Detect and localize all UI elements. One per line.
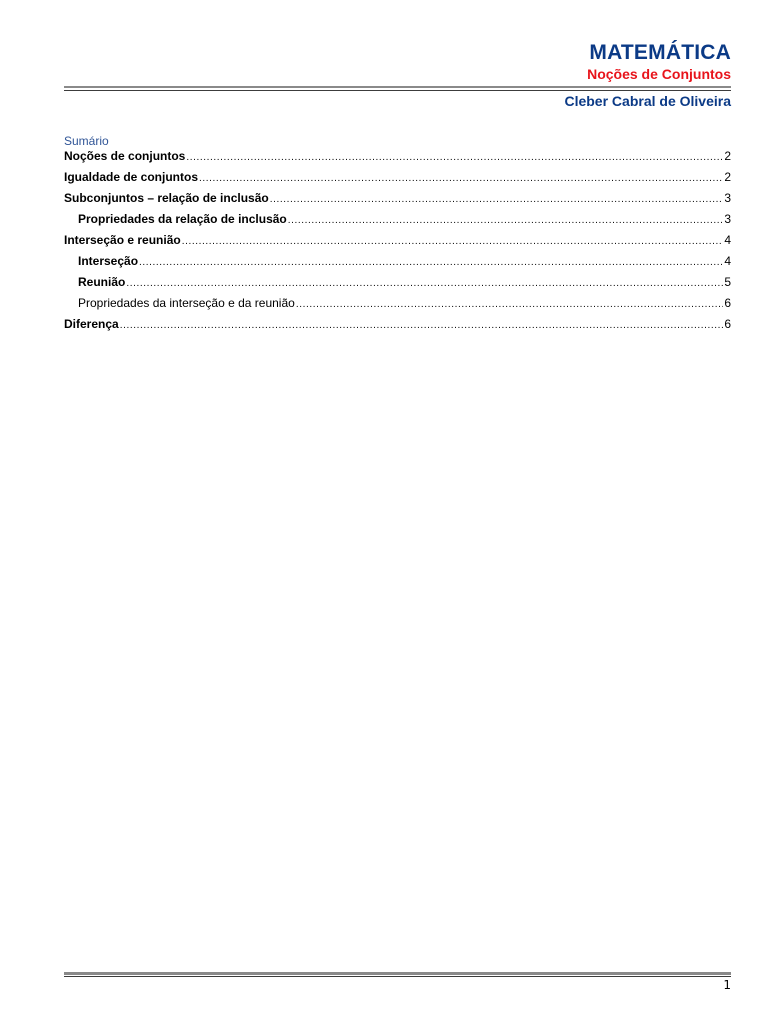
- toc-title: Sumário: [64, 134, 109, 148]
- toc-entry-propriedades-inclusao[interactable]: [64, 212, 731, 233]
- toc-entry-page: 3: [724, 212, 731, 226]
- page-number: 1: [723, 978, 731, 992]
- toc-entry-label: Propriedades da relação de inclusão: [78, 212, 287, 226]
- toc-entry-label: Propriedades da interseção e da reunião: [78, 296, 295, 310]
- toc-entry-page: 5: [724, 275, 731, 289]
- toc-entry-label: Subconjuntos – relação de inclusão: [64, 191, 269, 205]
- page-header: [64, 40, 731, 110]
- toc-leader-dots: [270, 192, 724, 207]
- toc-leader-dots: [186, 150, 723, 165]
- toc-entry-page: 4: [724, 233, 731, 247]
- toc-entry-subconjuntos[interactable]: [64, 191, 731, 212]
- toc-leader-dots: [120, 318, 724, 333]
- footer-divider: [64, 972, 731, 977]
- toc-entry-page: 6: [724, 296, 731, 310]
- toc-entry-intersecao-e-reuniao[interactable]: [64, 233, 731, 254]
- toc-entry-diferenca[interactable]: [64, 317, 731, 338]
- toc-entry-label: Reunião: [78, 275, 126, 289]
- toc-leader-dots: [182, 234, 724, 249]
- toc-entry-label: Noções de conjuntos: [64, 149, 186, 163]
- toc-entry-label: Diferença: [64, 317, 119, 331]
- toc-entry-reuniao[interactable]: [64, 275, 731, 296]
- toc-entry-page: 2: [724, 149, 731, 163]
- toc-entry-page: 4: [724, 254, 731, 268]
- toc-entry-propriedades-intersecao-reuniao[interactable]: [64, 296, 731, 317]
- toc-leader-dots: [296, 297, 723, 312]
- subject-title: MATEMÁTICA: [589, 41, 731, 64]
- toc-entry-intersecao[interactable]: [64, 254, 731, 275]
- toc-entry-label: Interseção: [78, 254, 139, 268]
- topic-subtitle: Noções de Conjuntos: [587, 66, 731, 82]
- author-name: Cleber Cabral de Oliveira: [564, 93, 731, 109]
- toc-leader-dots: [288, 213, 724, 228]
- toc-leader-dots: [139, 255, 723, 270]
- toc-leader-dots: [126, 276, 723, 291]
- toc-entry-label: Igualdade de conjuntos: [64, 170, 199, 184]
- toc-entry-label: Interseção e reunião: [64, 233, 181, 247]
- toc-entry-page: 3: [724, 191, 731, 205]
- header-divider: [64, 86, 731, 91]
- toc-entry-igualdade-de-conjuntos[interactable]: [64, 170, 731, 191]
- toc-entry-page: 6: [724, 317, 731, 331]
- table-of-contents: [64, 133, 731, 338]
- toc-entry-page: 2: [724, 170, 731, 184]
- toc-leader-dots: [199, 171, 723, 186]
- toc-entry-nocoes-de-conjuntos[interactable]: [64, 149, 731, 170]
